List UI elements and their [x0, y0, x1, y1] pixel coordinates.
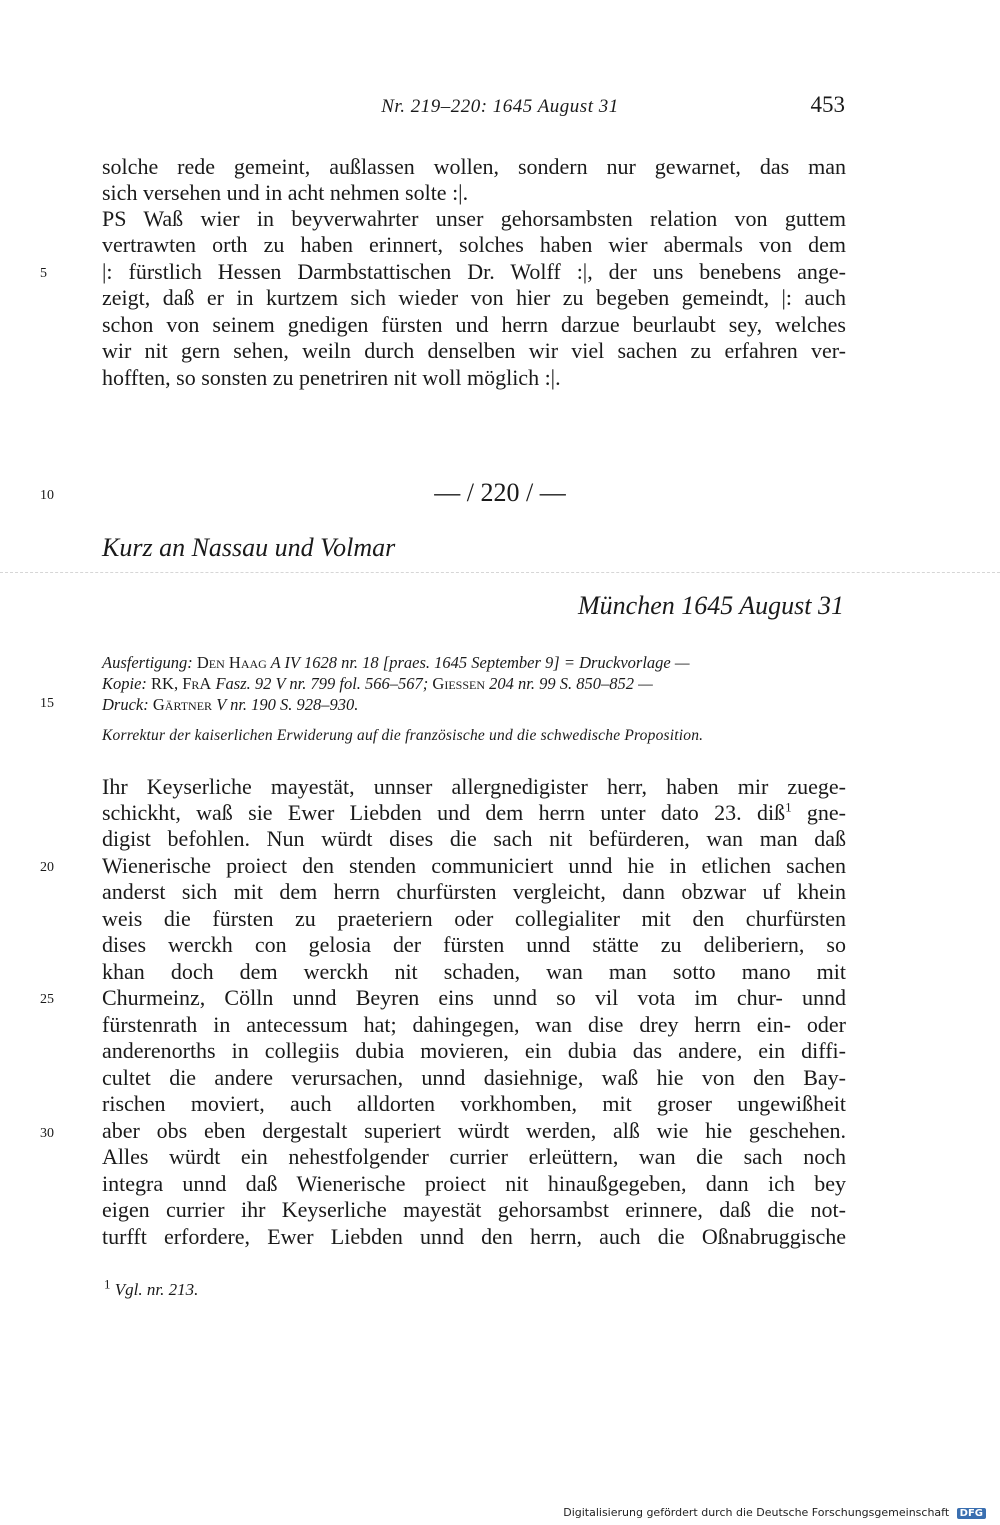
source-detail: 204 nr. 99 S. 850–852 —	[485, 674, 653, 693]
text-line: weis die fürsten zu praeteriern oder collegialiter mit den churfürsten	[102, 906, 846, 931]
text-line: vertrawten orth zu haben erinnert, solches haben wier abermals von dem	[102, 232, 846, 257]
footnote	[104, 1276, 199, 1300]
source-detail: A IV 1628 nr. 18 [praes. 1645 September 9] = Druckvorlage —	[266, 653, 690, 672]
author-name: Gärtner	[152, 695, 213, 714]
text-line: sich versehen und in acht nehmen solte :|.	[102, 180, 469, 205]
footnote-marker: 1	[785, 799, 792, 815]
digitization-notice	[563, 1506, 986, 1519]
text-line: hofften, so sonsten zu penetriren nit woll möglich :|.	[102, 365, 561, 390]
text-line	[102, 800, 846, 826]
text-line: |: fürstlich Hessen Darmbstattischen Dr. Wolff :|, der uns benebens ange-	[102, 259, 846, 284]
text-line: wir nit gern sehen, weiln durch denselben wir viel sachen zu erfahren ver-	[102, 338, 846, 363]
line-number: 10	[40, 488, 54, 503]
source-line-ausfertigung	[102, 652, 846, 674]
digitization-text: Digitalisierung gefördert durch die Deutsche Forschungsgemeinschaft	[563, 1506, 950, 1519]
dfg-logo: DFG	[957, 1508, 986, 1519]
text-line: turfft erfordere, Ewer Liebden unnd den herrn, auch die Oßnabruggische	[102, 1224, 846, 1249]
text-line: integra unnd daß Wienerische proiect nit hinaußgegeben, dann ich bey	[102, 1171, 846, 1196]
line-number: 25	[40, 992, 54, 1007]
text-line: Ihr Keyserliche mayestät, unnser allergnedigister herr, haben mir zuege-	[102, 774, 846, 799]
line-number: 15	[40, 696, 54, 711]
document-summary: Korrektur der kaiserlichen Erwiderung auf die französische und die schwedische Proposition.	[102, 727, 704, 744]
line-number: 30	[40, 1126, 54, 1141]
footnote-number: 1	[104, 1276, 111, 1292]
line-number: 20	[40, 860, 54, 875]
text-span: schickht, waß sie Ewer Liebden und dem herrn unter dato 23. diß	[102, 800, 786, 825]
document-title: Kurz an Nassau und Volmar	[102, 533, 396, 562]
archive-name: RK, FrA	[151, 674, 212, 693]
page-number: 453	[810, 92, 845, 117]
text-line: zeigt, daß er in kurtzem sich wieder von hier zu begeben gemeindt, |: auch	[102, 285, 846, 310]
place-date: München 1645 August 31	[578, 591, 844, 620]
divider	[0, 572, 1000, 573]
archive-name: Giessen	[432, 674, 486, 693]
text-line: solche rede gemeint, außlassen wollen, sondern nur gewarnet, das man	[102, 154, 846, 179]
document-number: — / 220 / —	[434, 478, 566, 507]
source-label: Ausfertigung:	[102, 653, 197, 672]
footnote-text: Vgl. nr. 213.	[114, 1280, 199, 1299]
text-line: eigen currier ihr Keyserliche mayestät gehorsambst erinnere, daß die not-	[102, 1197, 846, 1222]
text-line: rischen moviert, auch alldorten vorkhomben, mit groser ungewißheit	[102, 1091, 846, 1116]
text-line: khan doch dem werckh nit schaden, wan man sotto mano mit	[102, 959, 846, 984]
source-detail: Fasz. 92 V nr. 799 fol. 566–567;	[211, 674, 433, 693]
text-line: fürstenrath in antecessum hat; dahingegen, wan dise drey herrn ein- oder	[102, 1012, 846, 1037]
text-line: cultet die andere verursachen, unnd dasiehnige, waß hie von den Bay-	[102, 1065, 846, 1090]
text-line: PS Waß wier in beyverwahrter unser gehorsambsten relation von guttem	[102, 206, 846, 231]
source-label: Druck:	[102, 695, 153, 714]
text-line: anderenorths in collegiis dubia movieren, ein dubia das andere, ein diffi-	[102, 1038, 846, 1063]
source-line-kopie	[102, 673, 846, 695]
text-line: schon von seinem gnedigen fürsten und herrn darzue beurlaubt sey, welches	[102, 312, 846, 337]
text-line: digist befohlen. Nun würdt dises die sach nit befürderen, wan man daß	[102, 826, 846, 851]
line-number: 5	[40, 266, 47, 281]
source-label: Kopie:	[102, 674, 152, 693]
text-line: Churmeinz, Cölln unnd Beyren eins unnd so vil vota im chur- unnd	[102, 985, 846, 1010]
archive-name: Den Haag	[196, 653, 267, 672]
text-span: gne-	[791, 800, 847, 825]
text-line: dises werckh con gelosia der fürsten unnd stätte zu deliberiern, so	[102, 932, 846, 957]
text-line: Alles würdt ein nehestfolgender currier erleüttern, wan die sach noch	[102, 1144, 846, 1169]
text-line: anderst sich mit dem herrn churfürsten vergleicht, dann obzwar uf khein	[102, 879, 846, 904]
source-line-druck	[102, 694, 846, 716]
running-header-title: Nr. 219–220: 1645 August 31	[381, 96, 619, 117]
text-line: Wienerische proiect den stenden communiciert unnd hie in etlichen sachen	[102, 853, 846, 878]
source-detail: V nr. 190 S. 928–930.	[212, 695, 359, 714]
text-line: aber obs eben dergestalt superiert würdt werden, alß wie hie geschehen.	[102, 1118, 846, 1143]
